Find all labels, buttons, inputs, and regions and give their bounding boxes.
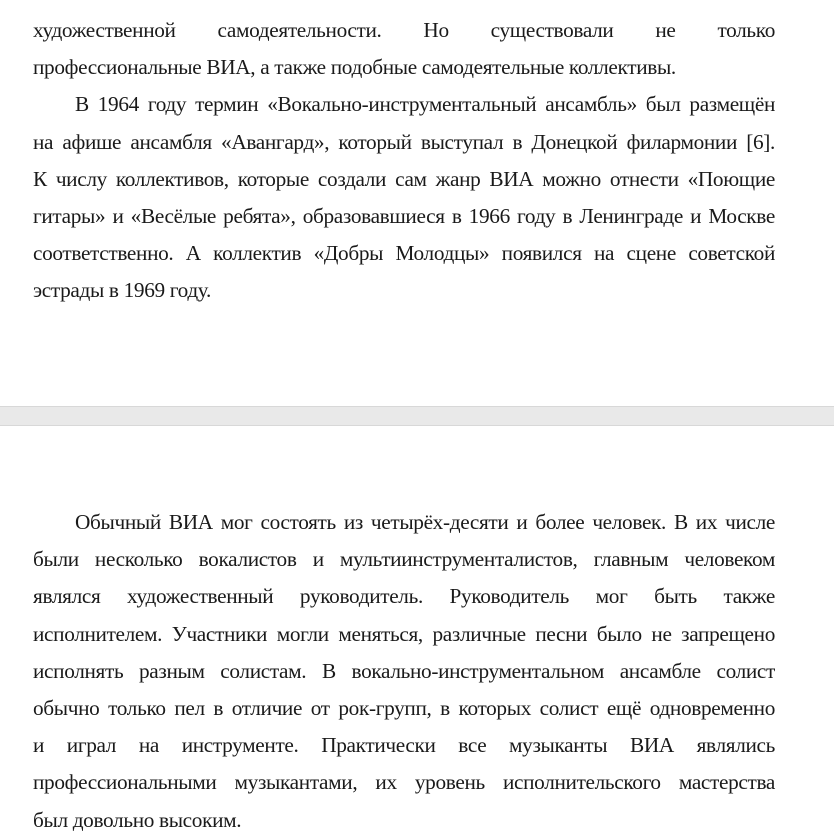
text-line: на афише ансамбля «Авангард», который выступал в Донецкой филармонии [6]. (33, 129, 775, 154)
text-line: являлся художественный руководитель. Руководитель мог быть также (33, 584, 775, 609)
text-line: художественной самодеятельности. Но существовали не только (33, 18, 775, 42)
text-line: профессиональными музыкантами, их уровень исполнительского мастерства (33, 770, 775, 795)
text-line: исполнять разным солистам. В вокально-инструментальном ансамбле солист (33, 658, 775, 683)
text-line: К числу коллективов, которые создали сам жанр ВИА можно отнести «Поющие (33, 166, 775, 191)
text-line: соответственно. А коллектив «Добры Молодцы» появился на сцене советской (33, 241, 775, 266)
text-line: был довольно высоким. (33, 807, 242, 832)
paragraph-block-bottom (33, 504, 775, 833)
page-break-separator (0, 406, 834, 426)
text-line: обычно только пел в отличие от рок-групп, в которых солист ещё одновременно (33, 695, 775, 720)
document-page-bottom (0, 426, 834, 833)
text-line: гитары» и «Весёлые ребята», образовавшиеся в 1966 году в Ленинграде и Москве (33, 203, 775, 228)
document-page-top (0, 0, 834, 406)
text-line: профессиональные ВИА, а также подобные самодеятельные коллективы. (33, 55, 676, 80)
text-line: В 1964 году термин «Вокально-инструментальный ансамбль» был размещён (75, 92, 775, 117)
text-line: исполнителем. Участники могли меняться, различные песни было не запрещено (33, 621, 775, 646)
paragraph-block-top (33, 12, 775, 310)
text-line: Обычный ВИА мог состоять из четырёх-десяти и более человек. В их числе (75, 510, 775, 534)
text-line: и играл на инструменте. Практически все музыканты ВИА являлись (33, 733, 775, 758)
text-line: эстрады в 1969 году. (33, 278, 211, 303)
text-line: были несколько вокалистов и мультиинструменталистов, главным человеком (33, 547, 775, 572)
